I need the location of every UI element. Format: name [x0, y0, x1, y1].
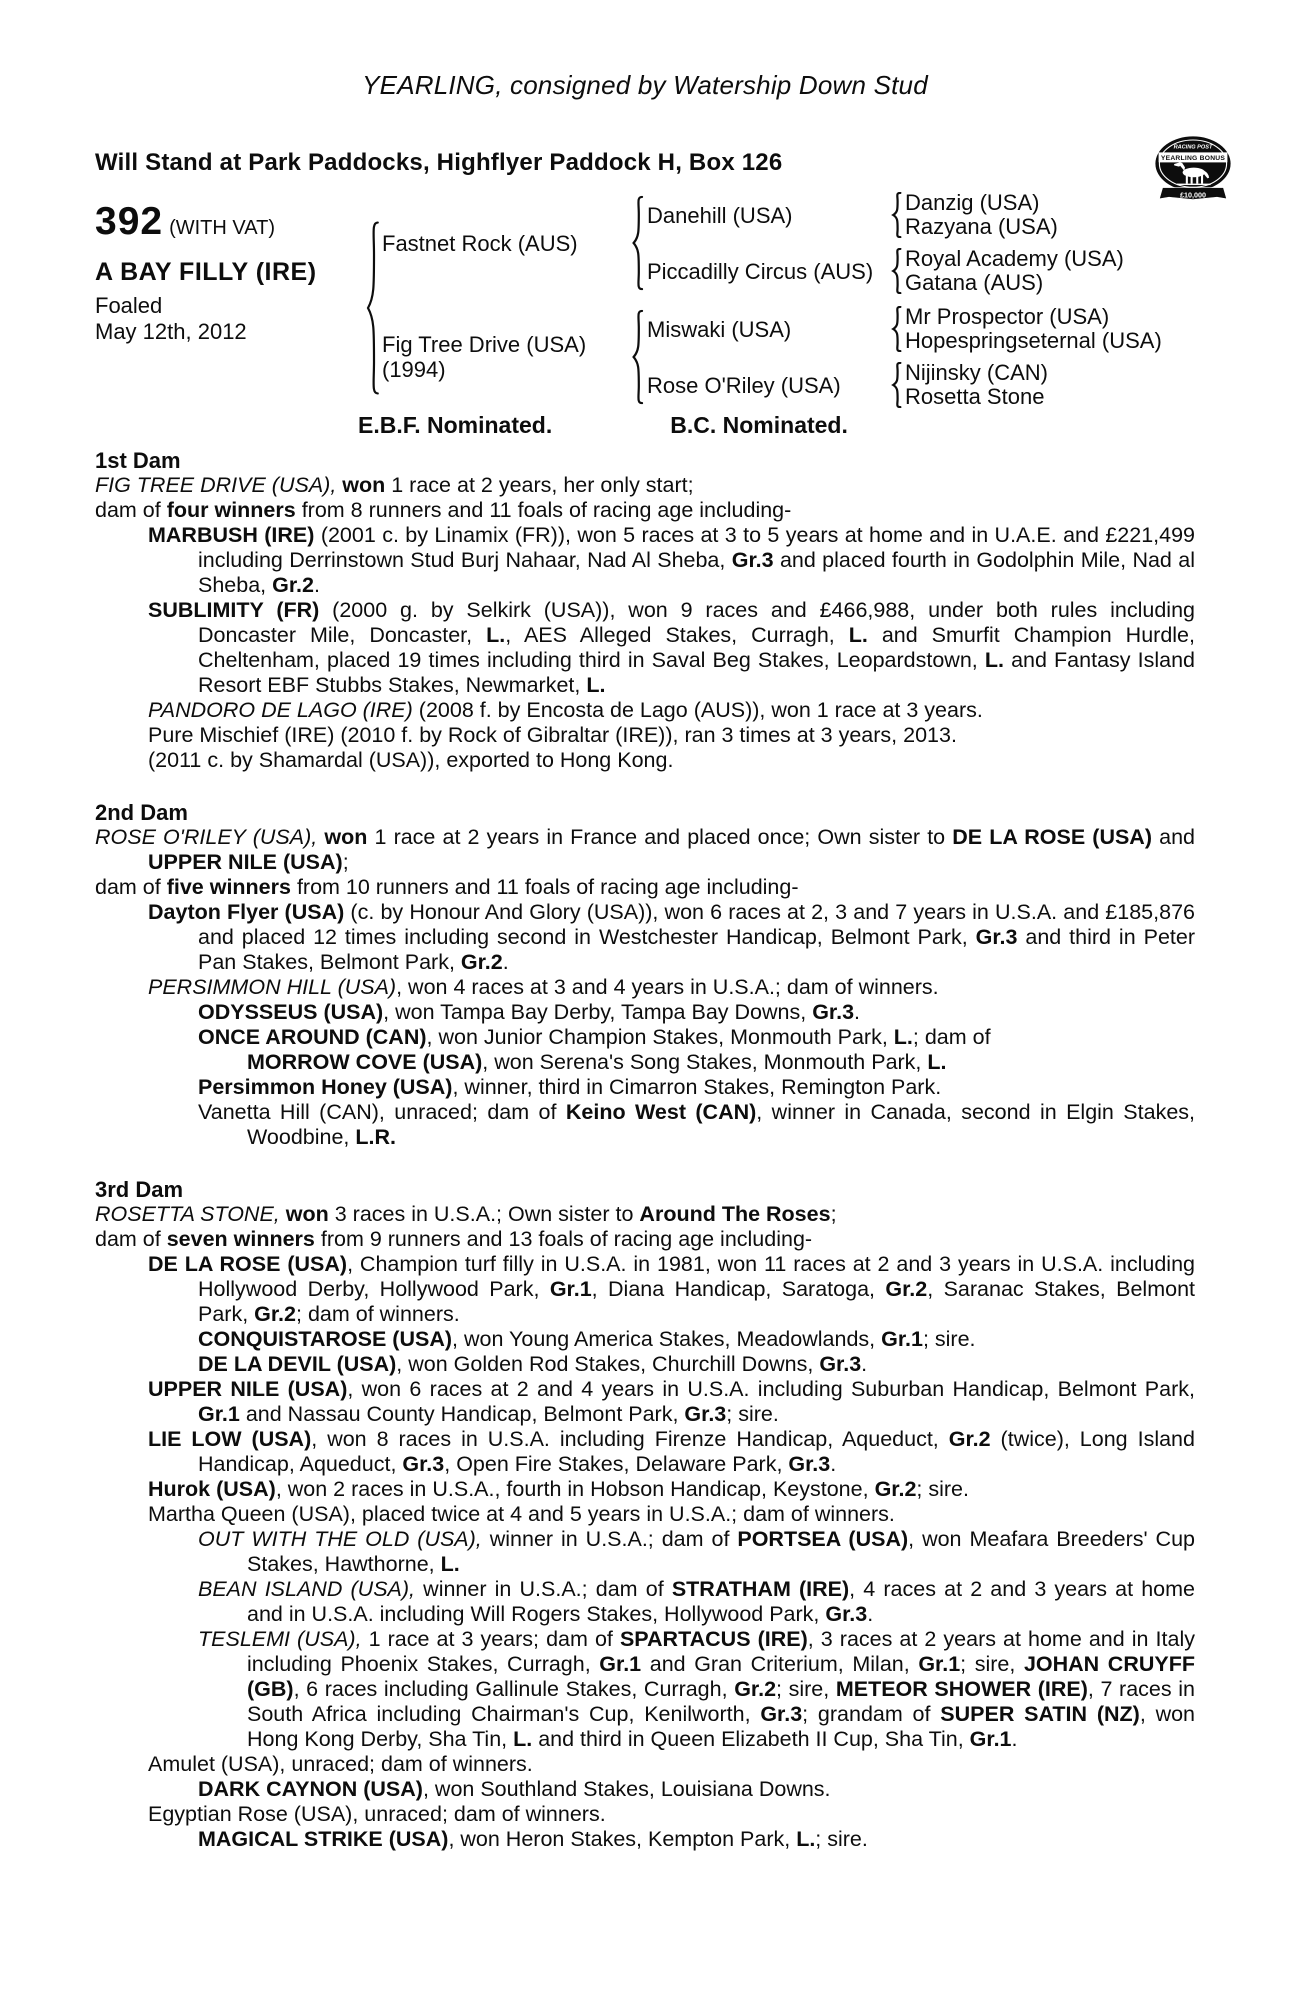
- pedigree-paragraph: [95, 473, 1195, 498]
- text-run: from 9 runners and 13 foals of racing age including-: [314, 1227, 813, 1251]
- pedigree-table: [95, 190, 1195, 410]
- nomination-line: [95, 412, 1195, 438]
- text-run: BEAN ISLAND (USA),: [198, 1577, 416, 1601]
- brace-icon: [365, 219, 380, 397]
- text-run: 3 races in U.S.A.; Own sister to: [328, 1202, 640, 1226]
- text-run: and placed fourth in Godolphin Mile, Nad al Sheba,: [198, 548, 1201, 597]
- text-run: Egyptian Rose (USA), unraced; dam of winners.: [148, 1802, 606, 1826]
- text-run: , won Golden Rod Stakes, Churchill Downs,: [396, 1352, 820, 1376]
- text-run: Gr.2: [734, 1677, 777, 1701]
- pedigree-paragraph: [95, 1352, 1195, 1377]
- dam-branch: [382, 304, 1195, 410]
- pedigree-paragraph: [95, 1100, 1201, 1150]
- pedigree-paragraph: [95, 1327, 1195, 1352]
- text-run: won: [285, 1202, 329, 1226]
- dam-section-title: 3rd Dam: [95, 1177, 184, 1202]
- pedigree-paragraph: [95, 1827, 1195, 1852]
- text-run: and Fantasy Island Resort EBF Stubbs Stakes, Newmarket,: [198, 648, 1201, 697]
- text-run: DE LA ROSE (USA): [952, 825, 1152, 849]
- text-run: and Nassau County Handicap, Belmont Park,: [239, 1402, 685, 1426]
- text-run: ;: [342, 850, 349, 874]
- text-run: LIE LOW (USA): [148, 1427, 312, 1451]
- brace-icon: [891, 248, 902, 294]
- foaled-label: Foaled: [95, 293, 163, 318]
- grandparent-name: Danehill (USA): [647, 202, 793, 228]
- text-run: PERSIMMON HILL (USA): [148, 975, 397, 999]
- text-run: , won Junior Champion Stakes, Monmouth Park,: [426, 1025, 894, 1049]
- pedigree-paragraph: [95, 698, 1195, 723]
- text-run: and: [1152, 825, 1201, 849]
- text-run: SPARTACUS (IRE): [619, 1627, 808, 1651]
- text-run: from 10 runners and 11 foals of racing age including-: [290, 875, 799, 899]
- text-run: METEOR SHOWER (IRE): [835, 1677, 1088, 1701]
- text-run: L.: [848, 623, 868, 647]
- text-run: and Gran Criterium, Milan,: [641, 1652, 919, 1676]
- dam-section-title: 1st Dam: [95, 448, 181, 473]
- text-run: .: [854, 1000, 861, 1024]
- text-run: Gr.3: [402, 1452, 445, 1476]
- text-run: UPPER NILE (USA): [148, 850, 343, 874]
- badge-band-text: YEARLING BONUS: [1160, 155, 1226, 163]
- text-run: Gr.1: [599, 1652, 642, 1676]
- text-run: ROSE O'RILEY (USA),: [95, 825, 325, 849]
- text-run: , 3 races at 2 years at home and in Italy including Phoenix Stakes, Curragh,: [247, 1627, 1201, 1676]
- text-run: four winners: [166, 498, 296, 522]
- text-run: ROSETTA STONE,: [95, 1202, 286, 1226]
- pedigree-paragraph: [95, 1527, 1201, 1577]
- text-run: (c. by Honour And Glory (USA)), won 6 races at 2, 3 and 7 years in U.S.A. and £185,876 and placed 12 times including second in Westchester Handicap, Belmont Park,: [198, 900, 1201, 949]
- brace-icon: [891, 362, 902, 408]
- text-run: , won 6 races at 2 and 4 years in U.S.A. including Suburban Handicap, Belmont Park,: [347, 1377, 1201, 1401]
- great-grandparent-name: Mr Prospector (USA): [905, 304, 1110, 329]
- pedigree-paragraph: [95, 1202, 1195, 1227]
- pedigree-paragraph: [95, 1377, 1201, 1427]
- text-run: L.: [586, 673, 606, 697]
- grandparent-name: Piccadilly Circus (AUS): [647, 258, 874, 284]
- text-run: , won Meafara Breeders' Cup Stakes, Hawthorne,: [247, 1527, 1201, 1576]
- grandparent-name: Rose O'Riley (USA): [647, 372, 841, 398]
- pedigree-paragraph: [95, 1025, 1195, 1050]
- dam-year: (1994): [382, 357, 446, 382]
- pedigree-paragraph: [95, 598, 1201, 698]
- pedigree-paragraph: [95, 1802, 1195, 1827]
- text-run: , won Tampa Bay Derby, Tampa Bay Downs,: [383, 1000, 813, 1024]
- racing-post-yearling-bonus-badge: [1153, 134, 1233, 206]
- text-run: 1 race at 3 years; dam of: [361, 1627, 620, 1651]
- text-run: OUT WITH THE OLD (USA),: [198, 1527, 482, 1551]
- text-run: , 6 races including Gallinule Stakes, Curragh,: [293, 1677, 735, 1701]
- text-run: , won Heron Stakes, Kempton Park,: [448, 1827, 797, 1851]
- brace-icon: [891, 306, 902, 352]
- text-run: Keino West (CAN): [565, 1100, 757, 1124]
- text-run: Gr.2: [874, 1477, 917, 1501]
- text-run: , Champion turf filly in U.S.A. in 1981, won 11 races at 2 and 3 years in U.S.A. including Hollywood Derby, Hollywood Park,: [198, 1252, 1201, 1301]
- pedigree-paragraph: [95, 1227, 1195, 1252]
- brace-icon: [631, 195, 644, 291]
- badge-top-text: RACING POST: [1173, 144, 1213, 151]
- text-run: (2001 c. by Linamix (FR)), won 5 races at 3 to 5 years at home and in U.A.E. and £221,499 including Derrinstown Stud Burj Nahaar, Nad Al Sheba,: [198, 523, 1201, 572]
- pedigree-paragraph: [95, 1252, 1201, 1327]
- pedigree-paragraph: [95, 1777, 1195, 1802]
- text-run: and Smurfit Champion Hurdle, Cheltenham, placed 19 times including third in Saval Beg Stakes, Leopardstown,: [198, 623, 1201, 672]
- pedigree-paragraph: [95, 723, 1195, 748]
- great-grandparent-name: Gatana (AUS): [905, 270, 1044, 295]
- consignment-title: YEARLING, consigned by Watership Down Stud: [362, 70, 928, 100]
- text-run: MAGICAL STRIKE (USA): [198, 1827, 449, 1851]
- text-run: Gr.3: [760, 1702, 803, 1726]
- text-run: Pure Mischief (IRE) (2010 f. by Rock of Gibraltar (IRE)), ran 3 times at 3 years, 2013.: [148, 723, 957, 747]
- badge-amount-text: £10,000: [1180, 190, 1206, 200]
- text-run: ; sire,: [776, 1677, 836, 1701]
- text-run: MORROW COVE (USA): [247, 1050, 483, 1074]
- stand-location-line: Will Stand at Park Paddocks, Highflyer Paddock H, Box 126: [95, 149, 783, 176]
- text-run: , 4 races at 2 and 3 years at home and in U.S.A. including Will Rogers Stakes, Hollywood Park,: [247, 1577, 1201, 1626]
- text-run: Gr.2: [254, 1302, 296, 1326]
- text-run: STRATHAM (IRE): [671, 1577, 850, 1601]
- pedigree-paragraph: [95, 1000, 1195, 1025]
- text-run: won: [342, 473, 386, 497]
- text-run: , winner, third in Cimarron Stakes, Remington Park.: [452, 1075, 942, 1099]
- sire-branch: [382, 190, 1195, 296]
- great-grandparent-name: Razyana (USA): [905, 214, 1058, 239]
- dam-sections: [95, 448, 1201, 1852]
- text-run: seven winners: [166, 1227, 315, 1251]
- granddam-group: [647, 246, 1195, 296]
- badge-ribbon: [1159, 188, 1226, 200]
- pedigree-paragraph: [95, 523, 1201, 598]
- text-run: L.: [440, 1552, 460, 1576]
- pedigree-paragraph: [95, 1627, 1201, 1752]
- text-run: and third in Peter Pan Stakes, Belmont Park,: [198, 925, 1201, 974]
- text-run: , won 4 races at 3 and 4 years in U.S.A.; dam of winners.: [396, 975, 939, 999]
- text-run: Gr.3: [812, 1000, 855, 1024]
- text-run: PORTSEA (USA): [737, 1527, 909, 1551]
- foaled-date: May 12th, 2012: [95, 319, 247, 344]
- text-run: winner in U.S.A.; dam of: [481, 1527, 738, 1551]
- text-run: , won Young America Stakes, Meadowlands,: [452, 1327, 882, 1351]
- great-grandparent-name: Hopespringseternal (USA): [905, 328, 1162, 353]
- dam-name: Fig Tree Drive (USA): [382, 332, 587, 357]
- text-run: winner in U.S.A.; dam of: [415, 1577, 672, 1601]
- sire-name: Fastnet Rock (AUS): [382, 230, 578, 256]
- text-run: , Diana Handicap, Saratoga,: [591, 1277, 886, 1301]
- text-run: , winner in Canada, second in Elgin Stakes, Woodbine,: [247, 1100, 1201, 1149]
- text-run: L.: [927, 1050, 947, 1074]
- text-run: and third in Queen Elizabeth II Cup, Sha Tin,: [532, 1727, 970, 1751]
- generation1-brace: [362, 190, 382, 410]
- pedigree-paragraph: [95, 1752, 1195, 1777]
- text-run: , won Southland Stakes, Louisiana Downs.: [422, 1777, 831, 1801]
- text-run: L.: [984, 648, 1004, 672]
- text-run: Gr.3: [819, 1352, 862, 1376]
- text-run: , Saranac Stakes, Belmont Park,: [198, 1277, 1201, 1326]
- text-run: ;: [830, 1202, 837, 1226]
- pedigree-paragraph: [95, 900, 1201, 975]
- text-run: DE LA ROSE (USA): [148, 1252, 348, 1276]
- text-run: , won Hong Kong Derby, Sha Tin,: [247, 1702, 1201, 1751]
- text-run: L.: [486, 623, 506, 647]
- great-grandparent-name: Nijinsky (CAN): [905, 360, 1048, 385]
- text-run: CONQUISTAROSE (USA): [198, 1327, 453, 1351]
- badge-band: [1159, 152, 1228, 162]
- dam-section-title: 2nd Dam: [95, 800, 188, 825]
- text-run: ; grandam of: [802, 1702, 941, 1726]
- great-grandparent-name: Danzig (USA): [905, 190, 1040, 215]
- text-run: L.: [796, 1827, 816, 1851]
- pedigree-paragraph: [95, 1477, 1195, 1502]
- text-run: .: [502, 950, 509, 974]
- text-run: Gr.3: [684, 1402, 727, 1426]
- sire-parents-brace: [627, 190, 647, 296]
- text-run: Gr.3: [788, 1452, 831, 1476]
- text-run: ; dam of winners.: [296, 1302, 460, 1326]
- text-run: Gr.2: [885, 1277, 928, 1301]
- lot-number: 392: [95, 200, 164, 243]
- granddam-group: [647, 360, 1195, 410]
- brace-icon: [891, 192, 902, 238]
- text-run: dam of: [95, 498, 167, 522]
- text-run: 1 race at 2 years, her only start;: [385, 473, 694, 497]
- text-run: , won 2 races in U.S.A., fourth in Hobson Handicap, Keystone,: [275, 1477, 875, 1501]
- text-run: L.: [893, 1025, 913, 1049]
- brace-icon: [631, 309, 644, 405]
- text-run: Gr.1: [198, 1402, 240, 1426]
- text-run: from 8 runners and 11 foals of racing age including-: [295, 498, 792, 522]
- text-run: Gr.1: [918, 1652, 961, 1676]
- text-run: SUPER SATIN (NZ): [940, 1702, 1140, 1726]
- text-run: .: [1011, 1727, 1018, 1751]
- grandsire-group: [647, 304, 1195, 354]
- text-run: Persimmon Honey (USA): [198, 1075, 453, 1099]
- bc-nominated: B.C. Nominated.: [670, 412, 848, 438]
- text-run: DE LA DEVIL (USA): [198, 1352, 397, 1376]
- pedigree-paragraph: [95, 1075, 1195, 1100]
- great-grandparent-name: Rosetta Stone: [905, 384, 1045, 409]
- dam-parents-brace: [627, 304, 647, 410]
- text-run: Amulet (USA), unraced; dam of winners.: [148, 1752, 533, 1776]
- text-run: SUBLIMITY (FR): [148, 598, 320, 622]
- text-run: MARBUSH (IRE): [148, 523, 315, 547]
- text-run: , AES Alleged Stakes, Curragh,: [505, 623, 849, 647]
- pedigree-paragraph: [95, 748, 1195, 773]
- pedigree-paragraph: [95, 498, 1195, 523]
- grandparent-name: Miswaki (USA): [647, 316, 792, 342]
- pedigree-paragraph: [95, 1577, 1201, 1627]
- text-run: Dayton Flyer (USA): [148, 900, 345, 924]
- text-run: (twice), Long Island Handicap, Aqueduct,: [198, 1427, 1201, 1476]
- text-run: Vanetta Hill (CAN), unraced; dam of: [198, 1100, 566, 1124]
- pedigree-paragraph: [95, 1502, 1195, 1527]
- text-run: (2008 f. by Encosta de Lago (AUS)), won 1 race at 3 years.: [412, 698, 983, 722]
- text-run: , Open Fire Stakes, Delaware Park,: [444, 1452, 789, 1476]
- text-run: Gr.3: [825, 1602, 868, 1626]
- text-run: ; sire,: [960, 1652, 1024, 1676]
- text-run: DARK CAYNON (USA): [198, 1777, 423, 1801]
- text-run: Gr.2: [460, 950, 503, 974]
- text-run: .: [830, 1452, 837, 1476]
- text-run: .: [861, 1352, 868, 1376]
- text-run: Martha Queen (USA), placed twice at 4 and 5 years in U.S.A.; dam of winners.: [148, 1502, 895, 1526]
- text-run: (2000 g. by Selkirk (USA)), won 9 races and £466,988, under both rules including Doncaster Mile, Doncaster,: [198, 598, 1201, 647]
- text-run: Gr.1: [881, 1327, 923, 1351]
- text-run: ; sire.: [726, 1402, 779, 1426]
- ebf-nominated: E.B.F. Nominated.: [358, 412, 553, 438]
- text-run: ; sire.: [916, 1477, 969, 1501]
- text-run: Gr.2: [948, 1427, 991, 1451]
- text-run: (2011 c. by Shamardal (USA)), exported to Hong Kong.: [148, 748, 674, 772]
- text-run: 1 race at 2 years in France and placed once; Own sister to: [367, 825, 953, 849]
- text-run: Gr.1: [549, 1277, 592, 1301]
- text-run: L.R.: [355, 1125, 396, 1149]
- text-run: won: [324, 825, 368, 849]
- text-run: dam of: [95, 1227, 167, 1251]
- text-run: Gr.1: [969, 1727, 1012, 1751]
- grandsire-group: [647, 190, 1195, 240]
- pedigree-paragraph: [95, 825, 1201, 875]
- pedigree-paragraph: [95, 975, 1195, 1000]
- text-run: .: [867, 1602, 874, 1626]
- text-run: five winners: [166, 875, 291, 899]
- text-run: Gr.3: [975, 925, 1018, 949]
- text-run: FIG TREE DRIVE (USA),: [95, 473, 343, 497]
- pedigree-paragraph: [95, 1427, 1201, 1477]
- text-run: , 7 races in South Africa including Chairman's Cup, Kenilworth,: [247, 1677, 1201, 1726]
- text-run: UPPER NILE (USA): [148, 1377, 348, 1401]
- pedigree-paragraph: [95, 1050, 1195, 1075]
- text-run: ; sire.: [815, 1827, 868, 1851]
- text-run: ; dam of: [912, 1025, 991, 1049]
- text-run: L.: [513, 1727, 533, 1751]
- great-grandparent-name: Royal Academy (USA): [905, 246, 1124, 271]
- text-run: ; sire.: [922, 1327, 976, 1351]
- lot-info: [95, 190, 362, 410]
- text-run: , won 8 races in U.S.A. including Firenze Handicap, Aqueduct,: [311, 1427, 949, 1451]
- text-run: Gr.2: [272, 573, 314, 597]
- text-run: Hurok (USA): [148, 1477, 276, 1501]
- text-run: Around The Roses: [639, 1202, 831, 1226]
- text-run: , won Serena's Song Stakes, Monmouth Park,: [482, 1050, 928, 1074]
- text-run: dam of: [95, 875, 167, 899]
- text-run: ODYSSEUS (USA): [198, 1000, 384, 1024]
- horse-description: A BAY FILLY (IRE): [95, 258, 317, 286]
- pedigree-paragraph: [95, 875, 1195, 900]
- text-run: ONCE AROUND (CAN): [198, 1025, 427, 1049]
- text-run: TESLEMI (USA),: [198, 1627, 362, 1651]
- text-run: PANDORO DE LAGO (IRE): [148, 698, 413, 722]
- text-run: JOHAN CRUYFF (GB): [247, 1652, 1201, 1701]
- text-run: .: [313, 573, 320, 597]
- text-run: Gr.3: [731, 548, 774, 572]
- vat-note: (WITH VAT): [169, 217, 275, 239]
